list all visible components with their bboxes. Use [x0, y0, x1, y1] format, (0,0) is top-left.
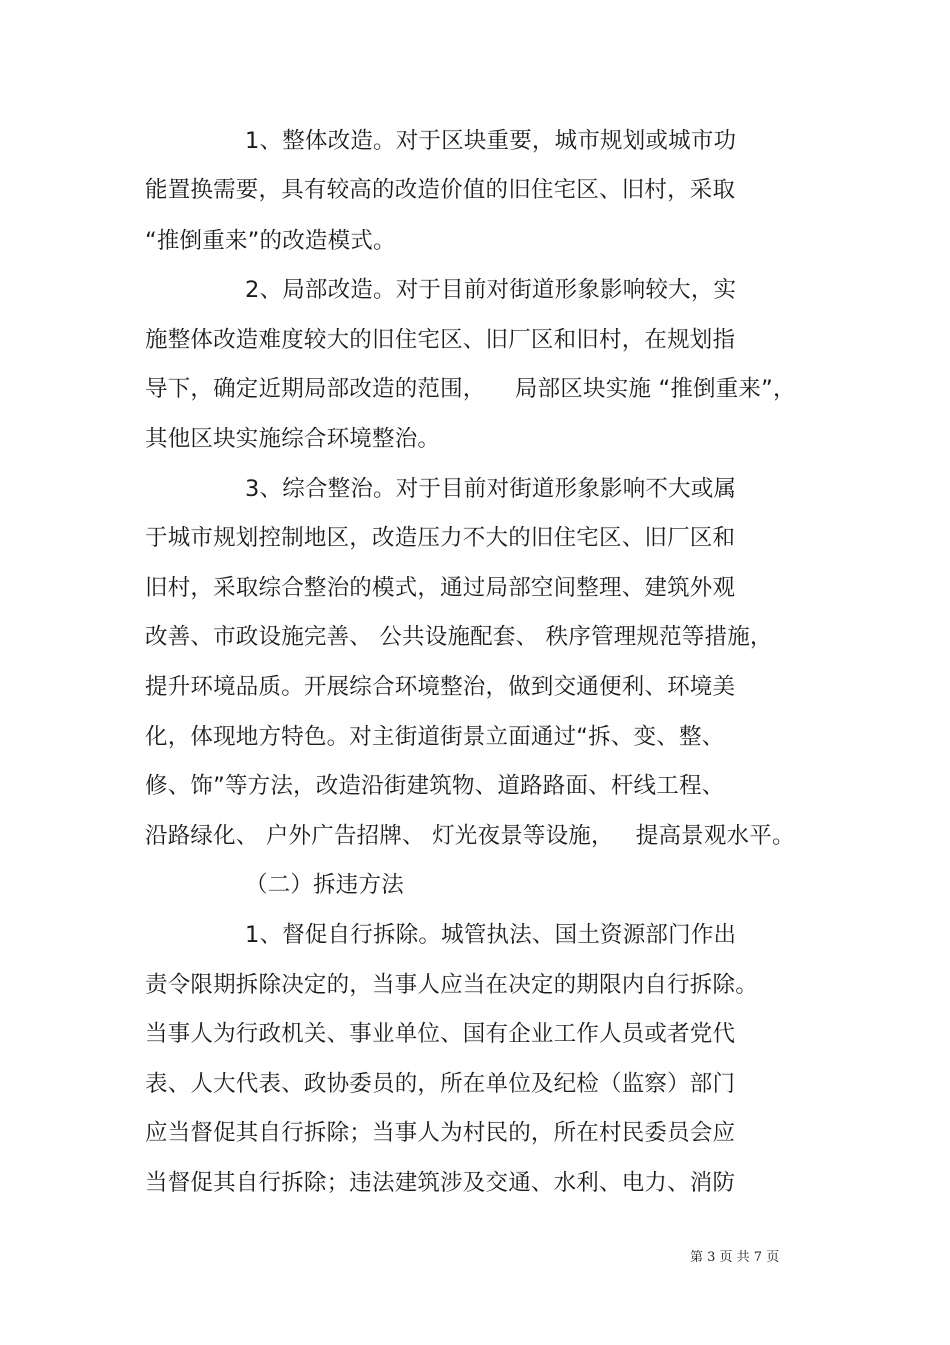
paragraph-1-line-1: 1、整体改造。对于区块重要，城市规划或城市功 [245, 128, 737, 154]
paragraph-3-line-5: 提升环境品质。开展综合环境整治，做到交通便利、环境美 [145, 674, 736, 700]
paragraph-4-line-4: 表、人大代表、政协委员的，所在单位及纪检（监察）部门 [145, 1071, 736, 1097]
paragraph-3-line-7: 修、饰”等方法，改造沿街建筑物、道路路面、杆线工程、 [145, 773, 725, 799]
paragraph-3-line-2: 于城市规划控制地区，改造压力不大的旧住宅区、旧厂区和 [145, 525, 736, 551]
paragraph-3-line-8: 沿路绿化、 户外广告招牌、 灯光夜景等设施， 提高景观水平。 [145, 823, 795, 849]
paragraph-3-line-3: 旧村，采取综合整治的模式，通过局部空间整理、建筑外观 [145, 575, 736, 601]
paragraph-2-line-4: 其他区块实施综合环境整治。 [145, 426, 441, 452]
paragraph-2-line-2: 施整体改造难度较大的旧住宅区、旧厂区和旧村，在规划指 [145, 327, 736, 353]
paragraph-4-line-6: 当督促其自行拆除；违法建筑涉及交通、水利、电力、消防 [145, 1170, 736, 1196]
paragraph-1-line-3: “推倒重来”的改造模式。 [145, 228, 396, 254]
paragraph-4-line-3: 当事人为行政机关、事业单位、国有企业工作人员或者党代 [145, 1021, 736, 1047]
paragraph-3-line-4: 改善、市政设施完善、 公共设施配套、 秩序管理规范等措施， [145, 624, 773, 650]
section-heading: （二）拆违方法 [245, 872, 404, 898]
paragraph-2-line-1: 2、局部改造。对于目前对街道形象影响较大，实 [245, 277, 737, 303]
paragraph-4-line-2: 责令限期拆除决定的，当事人应当在决定的期限内自行拆除。 [145, 972, 758, 998]
paragraph-3-line-6: 化，体现地方特色。对主街道街景立面通过“拆、变、整、 [145, 724, 725, 750]
paragraph-2-line-3: 导下，确定近期局部改造的范围， 局部区块实施 “推倒重来”， [145, 376, 796, 402]
paragraph-4-line-1: 1、督促自行拆除。城管执法、国土资源部门作出 [245, 922, 737, 948]
paragraph-4-line-5: 应当督促其自行拆除；当事人为村民的，所在村民委员会应 [145, 1120, 736, 1146]
paragraph-1-line-2: 能置换需要，具有较高的改造价值的旧住宅区、旧村，采取 [145, 177, 736, 203]
page-number-footer: 第 3 页 共 7 页 [690, 1250, 780, 1265]
paragraph-3-line-1: 3、综合整治。对于目前对街道形象影响不大或属 [245, 476, 737, 502]
